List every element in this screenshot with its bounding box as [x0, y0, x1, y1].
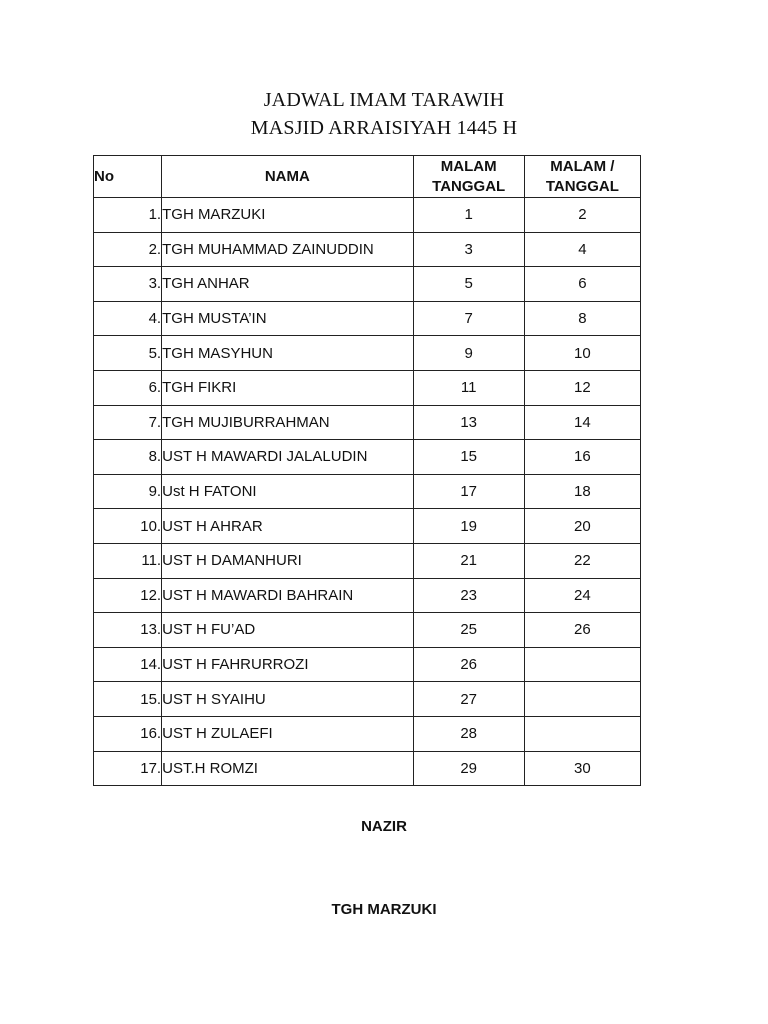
row-malam-slash-tanggal: 30 — [524, 751, 640, 786]
row-name: UST H FU’AD — [162, 613, 413, 648]
row-malam-tanggal: 1 — [413, 198, 524, 233]
row-name: Ust H FATONI — [162, 474, 413, 509]
row-malam-slash-tanggal: 8 — [524, 301, 640, 336]
row-malam-slash-tanggal: 14 — [524, 405, 640, 440]
row-malam-tanggal: 23 — [413, 578, 524, 613]
row-malam-tanggal: 27 — [413, 682, 524, 717]
row-number: 17. — [94, 751, 162, 786]
row-name: UST H DAMANHURI — [162, 543, 413, 578]
header-malam-slash-tanggal-line2: TANGGAL — [545, 177, 619, 195]
title-line-2: MASJID ARRAISIYAH 1445 H — [250, 117, 518, 139]
row-number: 14. — [94, 647, 162, 682]
row-malam-slash-tanggal: 22 — [524, 543, 640, 578]
row-name: TGH MASYHUN — [162, 336, 413, 371]
row-malam-tanggal: 11 — [413, 370, 524, 405]
table-body — [94, 198, 641, 786]
row-name: TGH MUSTA’IN — [162, 301, 413, 336]
row-malam-slash-tanggal: 24 — [524, 578, 640, 613]
row-name: UST H MAWARDI JALALUDIN — [162, 440, 413, 475]
table-row — [94, 543, 641, 578]
table-row — [94, 267, 641, 302]
row-name: UST.H ROMZI — [162, 751, 413, 786]
table-row — [94, 578, 641, 613]
row-malam-slash-tanggal: 10 — [524, 336, 640, 371]
row-malam-slash-tanggal: 4 — [524, 232, 640, 267]
header-malam-tanggal-line1: MALAM — [440, 157, 497, 175]
imam-schedule-table — [93, 155, 641, 786]
row-name: TGH FIKRI — [162, 370, 413, 405]
document-title — [0, 86, 768, 142]
row-number: 2. — [94, 232, 162, 267]
row-malam-slash-tanggal: 6 — [524, 267, 640, 302]
row-number: 1. — [94, 198, 162, 233]
row-malam-tanggal: 9 — [413, 336, 524, 371]
table-row — [94, 336, 641, 371]
row-number: 5. — [94, 336, 162, 371]
row-malam-slash-tanggal: 12 — [524, 370, 640, 405]
row-name: UST H MAWARDI BAHRAIN — [162, 578, 413, 613]
row-malam-tanggal: 19 — [413, 509, 524, 544]
table-row — [94, 474, 641, 509]
table-row — [94, 232, 641, 267]
row-malam-tanggal: 26 — [413, 647, 524, 682]
signature-title: NAZIR — [361, 818, 407, 835]
row-malam-tanggal: 15 — [413, 440, 524, 475]
row-number: 12. — [94, 578, 162, 613]
table-row — [94, 613, 641, 648]
table-row — [94, 370, 641, 405]
header-no: No — [94, 156, 162, 198]
table-row — [94, 682, 641, 717]
header-malam-slash-tanggal — [524, 156, 640, 198]
header-nama: NAMA — [162, 156, 413, 198]
table-row — [94, 647, 641, 682]
row-malam-slash-tanggal — [524, 716, 640, 751]
row-malam-tanggal: 29 — [413, 751, 524, 786]
row-number: 15. — [94, 682, 162, 717]
row-number: 6. — [94, 370, 162, 405]
row-name: UST H AHRAR — [162, 509, 413, 544]
row-malam-slash-tanggal: 26 — [524, 613, 640, 648]
row-name: UST H FAHRURROZI — [162, 647, 413, 682]
table-row — [94, 509, 641, 544]
row-name: TGH MARZUKI — [162, 198, 413, 233]
row-malam-tanggal: 3 — [413, 232, 524, 267]
row-name: TGH ANHAR — [162, 267, 413, 302]
row-malam-tanggal: 25 — [413, 613, 524, 648]
row-name: TGH MUHAMMAD ZAINUDDIN — [162, 232, 413, 267]
header-malam-slash-tanggal-line1: MALAM / — [550, 157, 615, 175]
row-name: TGH MUJIBURRAHMAN — [162, 405, 413, 440]
row-number: 11. — [94, 543, 162, 578]
row-malam-slash-tanggal — [524, 647, 640, 682]
row-number: 7. — [94, 405, 162, 440]
row-number: 9. — [94, 474, 162, 509]
row-number: 13. — [94, 613, 162, 648]
table-row — [94, 716, 641, 751]
signature-name: TGH MARZUKI — [331, 901, 437, 918]
row-malam-slash-tanggal — [524, 682, 640, 717]
row-name: UST H ZULAEFI — [162, 716, 413, 751]
table-row — [94, 440, 641, 475]
row-malam-slash-tanggal: 18 — [524, 474, 640, 509]
table-row — [94, 751, 641, 786]
row-malam-slash-tanggal: 2 — [524, 198, 640, 233]
header-malam-tanggal — [413, 156, 524, 198]
row-number: 10. — [94, 509, 162, 544]
table-row — [94, 198, 641, 233]
row-malam-tanggal: 28 — [413, 716, 524, 751]
row-number: 16. — [94, 716, 162, 751]
row-number: 4. — [94, 301, 162, 336]
header-malam-tanggal-line2: TANGGAL — [432, 177, 506, 195]
row-number: 8. — [94, 440, 162, 475]
row-malam-tanggal: 21 — [413, 543, 524, 578]
row-malam-slash-tanggal: 20 — [524, 509, 640, 544]
row-malam-tanggal: 7 — [413, 301, 524, 336]
row-malam-tanggal: 13 — [413, 405, 524, 440]
row-malam-tanggal: 17 — [413, 474, 524, 509]
row-name: UST H SYAIHU — [162, 682, 413, 717]
table-row — [94, 405, 641, 440]
table-row — [94, 301, 641, 336]
title-line-1: JADWAL IMAM TARAWIH — [263, 89, 505, 111]
table-header-row — [94, 156, 641, 198]
row-number: 3. — [94, 267, 162, 302]
row-malam-slash-tanggal: 16 — [524, 440, 640, 475]
row-malam-tanggal: 5 — [413, 267, 524, 302]
